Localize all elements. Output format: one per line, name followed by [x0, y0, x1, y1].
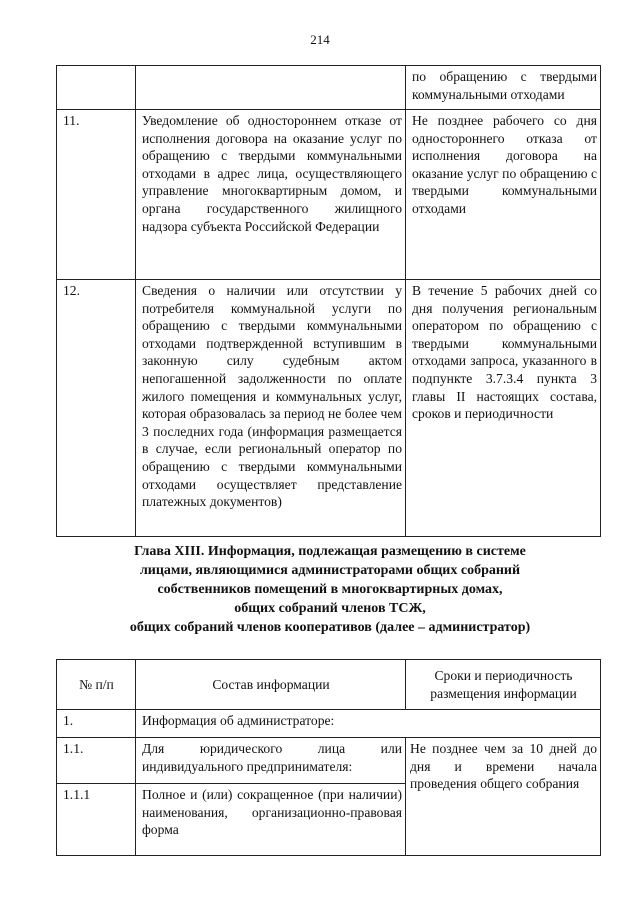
row-number-cell: 12.: [57, 280, 136, 537]
content-cell: Для юридического лица или индивидуального предпринимателя:: [136, 738, 406, 784]
row-number-cell: 1.1.: [57, 738, 136, 784]
deadline-cell: Не позднее рабочего со дня одностороннего отказа от исполнения договора на оказание услуг по обращению с твердыми коммунальными отходами: [406, 110, 601, 280]
table-row: [57, 738, 601, 784]
row-number-cell: 11.: [57, 110, 136, 280]
deadline-cell: Не позднее чем за 10 дней до дня и времени начала проведения общего собрания: [406, 738, 601, 856]
chapter-heading-line: собственников помещений в многоквартирных домах,: [157, 582, 503, 597]
content-cell: Сведения о наличии или отсутствии у потребителя коммунальной услуги по обращению с твердыми коммунальными отходами подтвержденной вступившим в законную силу судебным актом непогашенной задолженности по оплате жилого помещения и коммунальных услуг, которая образовалась за период не более чем 3 последних года (информация размещается в случае, если региональный оператор по обращению с твердыми коммунальными отходами осуществляет представление платежных документов): [136, 280, 406, 537]
header-number: № п/п: [57, 660, 136, 710]
row-number-cell: [57, 66, 136, 110]
row-number-cell: 1.: [57, 710, 136, 738]
table-row: [57, 710, 601, 738]
deadline-cell: по обращению с твердыми коммунальными отходами: [406, 66, 601, 110]
table-administrator-info: [56, 659, 601, 856]
chapter-heading-line: общих собраний членов кооперативов (далее – администратор): [129, 620, 531, 635]
content-cell: Уведомление об одностороннем отказе от исполнения договора на оказание услуг по обращению с твердыми коммунальными отходами в адрес лица, осуществляющего управление многоквартирным домом, и органа государственного жилищного надзора субъекта Российской Федерации: [136, 110, 406, 280]
content-cell: Полное и (или) сокращенное (при наличии) наименования, организационно-правовая форма: [136, 784, 406, 856]
page-number: 214: [310, 32, 330, 47]
table-row: [57, 280, 601, 537]
table-row: [57, 66, 601, 110]
table-header-row: [57, 660, 601, 710]
chapter-heading-line: лицами, являющимися администраторами общих собраний: [139, 563, 521, 578]
content-cell: [136, 66, 406, 110]
deadline-cell: В течение 5 рабочих дней со дня получения региональным оператором по обращению с твердыми коммунальными отходами запроса, указанного в подпункте 3.7.3.4 пункта 3 главы II настоящих состава, сроков и периодичности: [406, 280, 601, 537]
chapter-heading-line: общих собраний членов ТСЖ,: [234, 601, 426, 616]
table-municipal-waste-info: [56, 65, 601, 537]
chapter-heading: [60, 542, 600, 637]
table-row: [57, 110, 601, 280]
header-deadline: Сроки и периодичность размещения информации: [406, 660, 601, 710]
header-content: Состав информации: [136, 660, 406, 710]
row-number-cell: 1.1.1: [57, 784, 136, 856]
content-cell: Информация об администраторе:: [136, 710, 601, 738]
chapter-heading-line: Глава XIII. Информация, подлежащая размещению в системе: [134, 544, 526, 559]
